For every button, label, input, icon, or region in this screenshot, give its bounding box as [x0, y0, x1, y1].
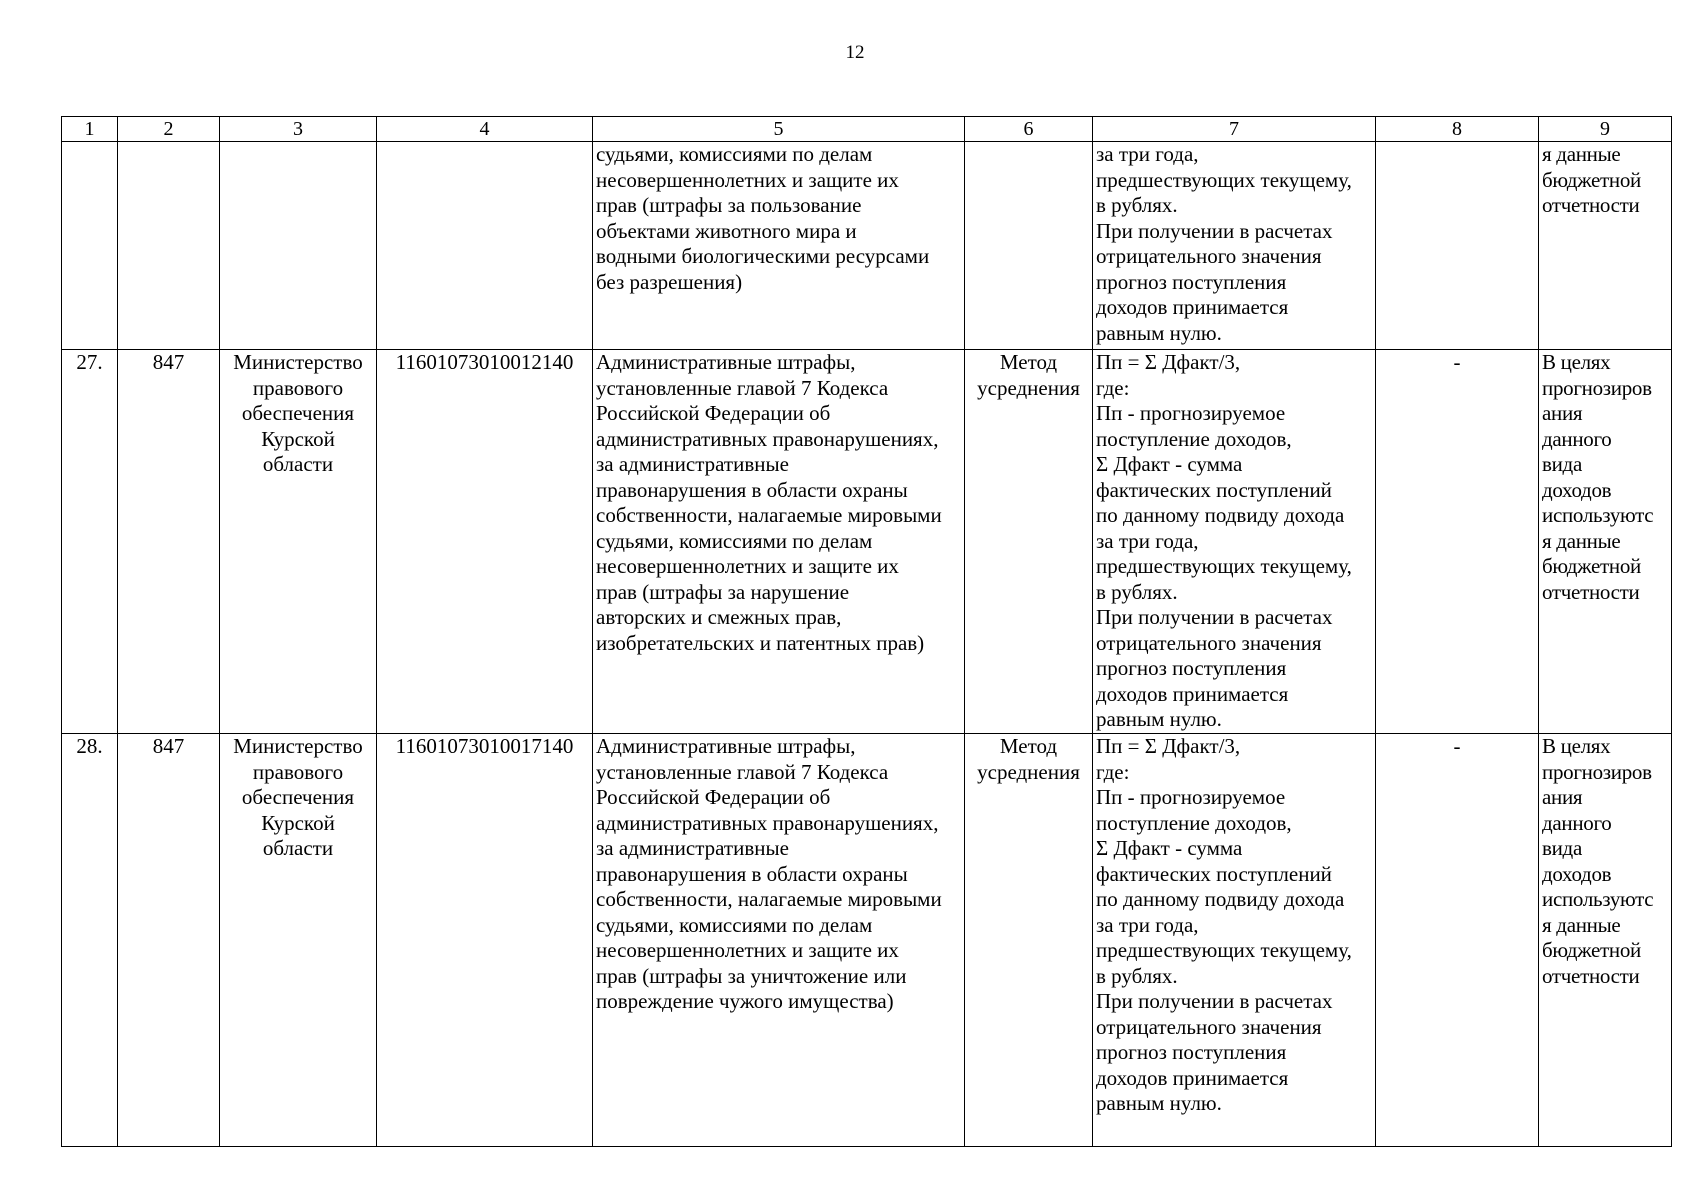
description-cell [593, 734, 965, 1147]
text-line: правового [252, 375, 344, 400]
text-line: предшествующих текущему, [1096, 167, 1352, 192]
text-line: за административные [596, 452, 789, 476]
text-line: ания [1542, 401, 1583, 425]
text-line: Курской [261, 810, 335, 835]
text-line: отрицательного значения [1096, 630, 1322, 655]
admin-code: 847 [118, 734, 220, 1147]
text-line: прав (штрафы за пользование [596, 193, 862, 217]
text-line: в рублях. [1096, 193, 1178, 217]
text-line: объектами животного мира и [596, 218, 857, 243]
text-line: несовершеннолетних и защите их [596, 554, 899, 578]
column-number: 5 [593, 117, 965, 142]
note-cell [1539, 734, 1672, 1147]
text-line: обеспечения [241, 401, 355, 425]
text-line: собственности, налагаемые мировыми [596, 887, 942, 911]
text-line: я данные [1542, 528, 1621, 553]
text-line: отрицательного значения [1096, 1014, 1322, 1039]
empty-cell [377, 142, 593, 350]
text-line: правового [252, 759, 344, 784]
formula-cell [1093, 734, 1376, 1147]
column-8-cell: - [1376, 734, 1539, 1147]
continuation-row [62, 142, 1672, 350]
text-line: прогнозиров [1542, 375, 1652, 400]
text-line: где: [1096, 375, 1130, 400]
admin-code: 847 [118, 350, 220, 734]
text-line: усреднения [977, 375, 1080, 400]
text-line: отчетности [1542, 193, 1640, 217]
text-line: области [262, 836, 334, 860]
text-line: равным нулю. [1096, 1091, 1222, 1115]
table-row [62, 350, 1672, 734]
empty-cell [1376, 142, 1539, 350]
text-line: где: [1096, 759, 1130, 784]
column-number: 4 [377, 117, 593, 142]
text-line: Административные штрафы, [596, 734, 856, 758]
text-line: в рублях. [1096, 579, 1178, 604]
text-line: прогнозиров [1542, 759, 1652, 784]
text-line: В целях [1542, 734, 1611, 758]
text-line: собственности, налагаемые мировыми [596, 503, 942, 527]
text-line: Σ Дфакт - сумма [1096, 452, 1243, 476]
text-line: поступление доходов, [1096, 426, 1292, 451]
text-line: бюджетной [1542, 167, 1641, 192]
text-line: Российской Федерации об [596, 401, 831, 425]
formula-cell [1093, 350, 1376, 734]
kbk-code: 11601073010012140 [377, 350, 593, 734]
text-line: Метод [999, 350, 1058, 374]
text-line: Российской Федерации об [596, 785, 831, 809]
text-line: отрицательного значения [1096, 244, 1322, 268]
text-line: несовершеннолетних и защите их [596, 938, 899, 962]
text-line: установленные главой 7 Кодекса [596, 759, 889, 784]
text-line: используютс [1542, 503, 1654, 527]
text-line: установленные главой 7 Кодекса [596, 375, 889, 400]
text-line: доходов принимается [1096, 681, 1289, 706]
text-line: обеспечения [241, 785, 355, 809]
text-line: области [262, 452, 334, 476]
text-line: прав (штрафы за уничтожение или [596, 963, 907, 988]
text-line: правонарушения в области охраны [596, 861, 908, 886]
text-line: предшествующих текущему, [1096, 938, 1352, 962]
text-line: равным нулю. [1096, 707, 1222, 731]
method-cell [965, 734, 1093, 1147]
column-8-cell: - [1376, 350, 1539, 734]
column-number: 8 [1376, 117, 1539, 142]
column-number: 1 [62, 117, 118, 142]
text-line: отчетности [1542, 579, 1640, 604]
text-line: поступление доходов, [1096, 810, 1292, 835]
text-line: Министерство [233, 734, 363, 758]
empty-cell [220, 142, 377, 350]
text-line: прогноз поступления [1096, 1040, 1287, 1064]
text-line: фактических поступлений [1096, 861, 1332, 886]
text-line: несовершеннолетних и защите их [596, 167, 899, 192]
text-line: прав (штрафы за нарушение [596, 579, 850, 604]
text-line: вида [1542, 836, 1582, 860]
kbk-code: 11601073010017140 [377, 734, 593, 1147]
text-line: При получении в расчетах [1096, 605, 1333, 629]
description-cell [593, 350, 965, 734]
text-line: по данному подвиду дохода [1096, 503, 1345, 527]
text-line: за три года, [1096, 142, 1199, 166]
column-number: 9 [1539, 117, 1672, 142]
text-line: за три года, [1096, 912, 1199, 937]
text-line: за три года, [1096, 528, 1199, 553]
text-line: административных правонарушениях, [596, 810, 939, 835]
column-number: 7 [1093, 117, 1376, 142]
administrator-name [220, 734, 377, 1147]
text-line: При получении в расчетах [1096, 218, 1333, 243]
text-line: Пп = Σ Дфакт/3, [1096, 734, 1241, 758]
text-line: ания [1542, 785, 1583, 809]
empty-cell [118, 142, 220, 350]
text-line: доходов принимается [1096, 295, 1289, 319]
text-line: равным нулю. [1096, 320, 1222, 345]
text-line: используютс [1542, 887, 1654, 911]
text-line: бюджетной [1542, 938, 1641, 962]
text-line: судьями, комиссиями по делам [596, 528, 873, 553]
text-line: вида [1542, 452, 1582, 476]
note-cell [1539, 142, 1672, 350]
text-line: Курской [261, 426, 335, 451]
text-line: Министерство [233, 350, 363, 374]
text-line: авторских и смежных прав, [596, 605, 842, 629]
text-line: по данному подвиду дохода [1096, 887, 1345, 911]
text-line: Пп = Σ Дфакт/3, [1096, 350, 1241, 374]
text-line: я данные [1542, 142, 1621, 166]
text-line: Метод [999, 734, 1058, 758]
text-line: судьями, комиссиями по делам [596, 912, 873, 937]
text-line: Пп - прогнозируемое [1096, 401, 1286, 425]
text-line: доходов [1542, 477, 1612, 502]
description-cell [593, 142, 965, 350]
formula-cell [1093, 142, 1376, 350]
text-line: бюджетной [1542, 554, 1641, 578]
text-line: правонарушения в области охраны [596, 477, 908, 502]
row-number: 28. [62, 734, 118, 1147]
column-numbers-row [62, 117, 1672, 142]
text-line: Пп - прогнозируемое [1096, 785, 1286, 809]
text-line: фактических поступлений [1096, 477, 1332, 502]
note-cell [1539, 350, 1672, 734]
text-line: Σ Дфакт - сумма [1096, 836, 1243, 860]
text-line: прогноз поступления [1096, 656, 1287, 680]
text-line: в рублях. [1096, 963, 1178, 988]
method-cell [965, 350, 1093, 734]
text-line: повреждение чужого имущества) [596, 989, 894, 1013]
text-line: административных правонарушениях, [596, 426, 939, 451]
text-line: судьями, комиссиями по делам [596, 142, 873, 166]
administrator-name [220, 350, 377, 734]
text-line: за административные [596, 836, 789, 860]
text-line: отчетности [1542, 963, 1640, 988]
text-line: предшествующих текущему, [1096, 554, 1352, 578]
column-number: 3 [220, 117, 377, 142]
text-line: В целях [1542, 350, 1611, 374]
text-line: прогноз поступления [1096, 269, 1287, 294]
text-line: При получении в расчетах [1096, 989, 1333, 1013]
text-line: Административные штрафы, [596, 350, 856, 374]
text-line: без разрешения) [596, 269, 743, 294]
text-line: доходов [1542, 861, 1612, 886]
text-line: данного [1542, 810, 1612, 835]
column-number: 6 [965, 117, 1093, 142]
text-line: усреднения [977, 759, 1080, 784]
empty-cell [62, 142, 118, 350]
page-number: 12 [845, 42, 865, 63]
text-line: водными биологическими ресурсами [596, 244, 930, 268]
income-forecast-table [61, 116, 1672, 1147]
text-line: доходов принимается [1096, 1065, 1289, 1090]
empty-cell [965, 142, 1093, 350]
text-line: изобретательских и патентных прав) [596, 630, 925, 655]
text-line: я данные [1542, 912, 1621, 937]
table-row [62, 734, 1672, 1147]
column-number: 2 [118, 117, 220, 142]
text-line: данного [1542, 426, 1612, 451]
row-number: 27. [62, 350, 118, 734]
